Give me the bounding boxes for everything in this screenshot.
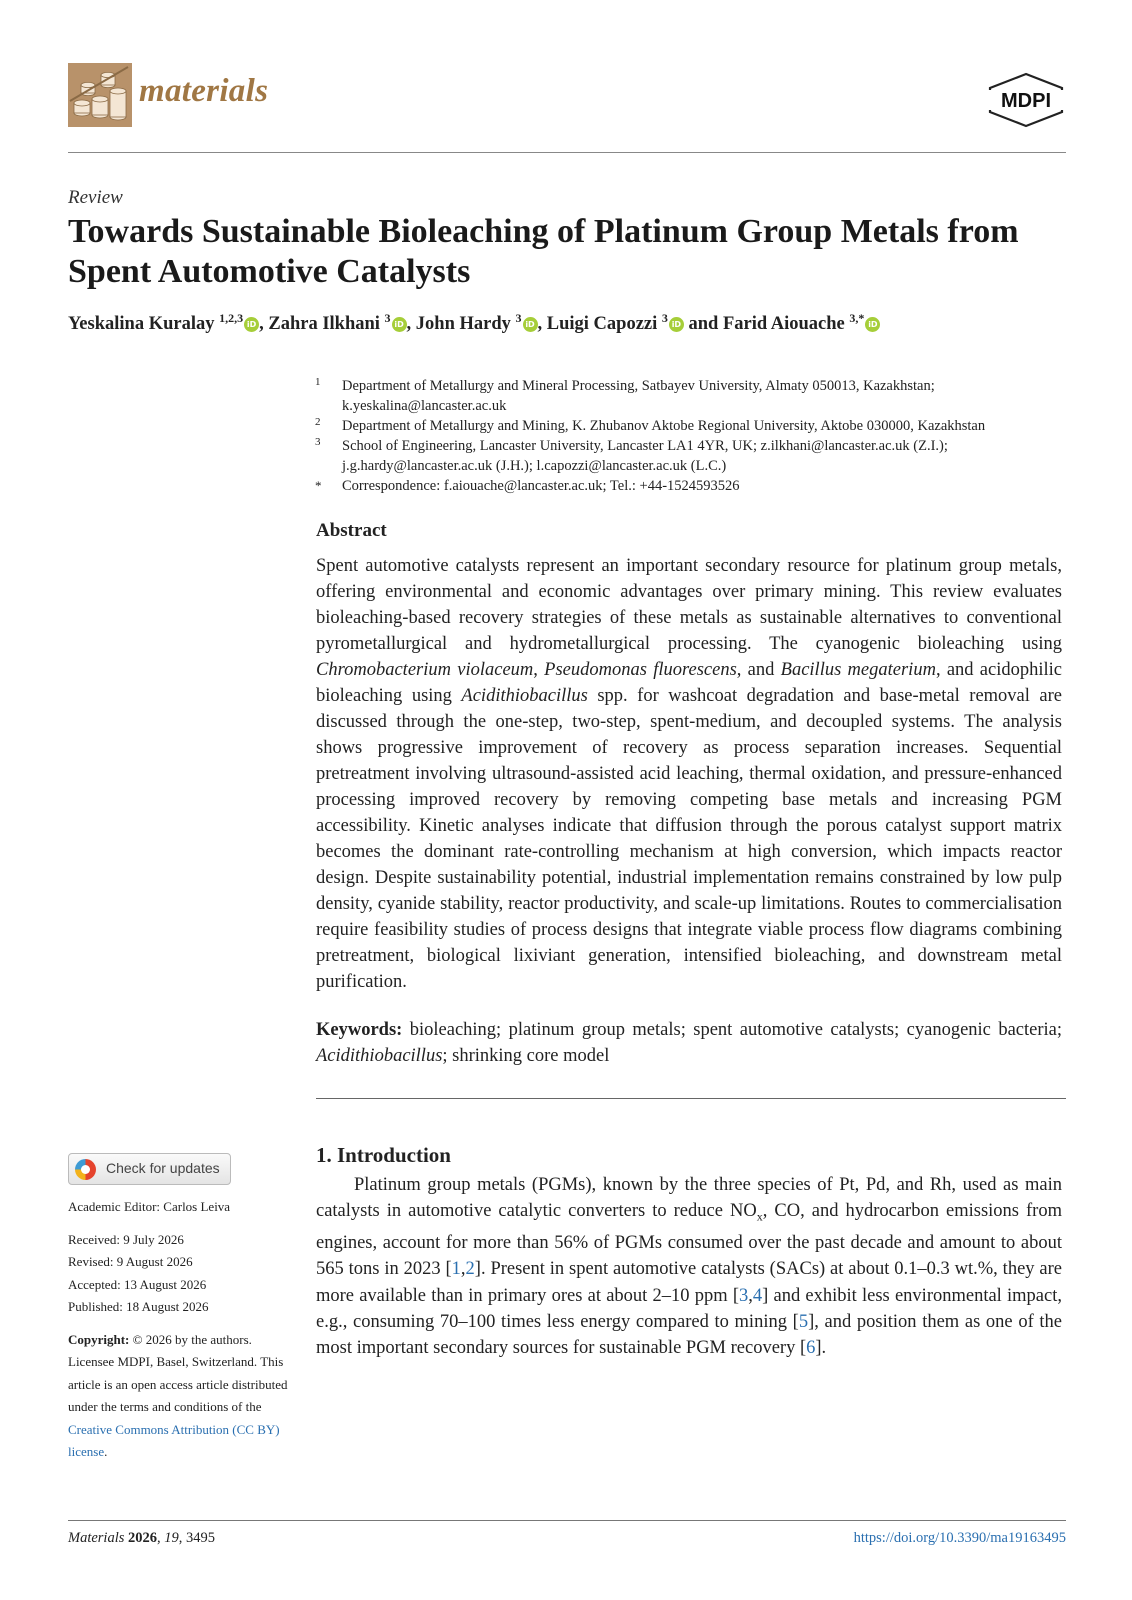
citation-link[interactable]: 2 (465, 1259, 475, 1280)
orcid-icon[interactable]: iD (392, 317, 407, 332)
abstract-heading: Abstract (316, 520, 387, 541)
license-link[interactable]: Creative Commons Attribution (CC BY) license (68, 1421, 280, 1459)
article-title: Towards Sustainable Bioleaching of Platinum Group Metals from Spent Automotive Catalysts (68, 213, 1019, 290)
accepted-date: Accepted: 13 August 2026 (68, 1276, 207, 1292)
copyright-notice: Copyright: © 2026 by the authors. Licensee MDPI, Basel, Switzerland. This article is an open access article distributed under the terms and conditions of the Creative Commons Attribution (CC BY) license. (68, 1331, 288, 1459)
author: Zahra Ilkhani $^3$ iD (268, 314, 406, 334)
citation-footer: Materials 2026, 19, 3495 (68, 1530, 216, 1546)
introduction-text: Platinum group metals (PGMs), known by the three species of Pt, Pd, and Rh, used as main catalysts in automotive catalytic converters to reduce $NO_x$, CO, and hydrocarbon emissions from engines, account for more than 56% of PGMs consumed over the past decade and amount to about 565 tons in 2023 [1,2]. Present in spent automotive catalysts (SACs) at about 0.1–0.3 wt.%, they are more available than in primary ores at about 2–10 ppm [3,4] and exhibit less environmental impact, e.g., consuming 70–100 times less energy compared to mining [5], and position them as one of the most important secondary sources for sustainable PGM recovery [6]. (316, 1175, 1062, 1358)
citation-link[interactable]: 1 (451, 1259, 461, 1280)
publisher-name: MDPI (1001, 90, 1051, 112)
affiliation-item: 3 School of Engineering, Lancaster University, Lancaster LA1 4YR, UK; z.ilkhani@lancaster.ac.uk (Z.I.); j.g.hardy@lancaster.ac.uk (J.H.); l.capozzi@lancaster.ac.uk (L.C.) (315, 436, 948, 474)
article-info-sidebar (68, 1196, 296, 1464)
check-updates-icon (75, 1159, 96, 1180)
abstract-text: Spent automotive catalysts represent an important secondary resource for platinum group metals, offering environmental and economic advantages over primary mining. This review evaluates bioleaching-based recovery strategies of these metals as sustainable alternatives to conventional pyrometallurgical and hydrometallurgical processing. The cyanogenic bioleaching using Chromobacterium violaceum, Pseudomonas fluorescens, and Bacillus megaterium, and acidophilic bioleaching using Acidithiobacillus spp. for washcoat degradation and base-metal removal are discussed through the one-step, two-step, spent-medium, and decoupled systems. The analysis shows progressive improvement of recovery as process separation increases. Sequential pretreatment involving ultrasound-assisted acid leaching, thermal oxidation, and pressure-enhanced processing improved recovery by removing competing base metals and increasing PGM accessibility. Kinetic analyses indicate that diffusion through the porous catalyst support matrix becomes the dominant rate-controlling mechanism at high conversion, which impacts reactor design. Despite sustainability potential, industrial implementation remains constrained by low pulp density, cyanide stability, reactor productivity, and scale-up limitations. Routes to commercialisation require feasibility studies of process designs that integrate viable process flow diagrams combining pretreatment, biological lixiviant generation, intensified bioleaching, and downstream metal purification. (316, 556, 1062, 992)
journal-name: materials (139, 73, 269, 109)
footer-divider (68, 1520, 1066, 1521)
keywords: Keywords: bioleaching; platinum group metals; spent automotive catalysts; cyanogenic bacteria; Acidithiobacillus; shrinking core model (316, 1020, 1062, 1066)
orcid-icon[interactable]: iD (523, 317, 538, 332)
header-divider (68, 152, 1066, 153)
orcid-icon[interactable]: iD (669, 317, 684, 332)
author: Farid Aiouache $^{3,*}$ iD (723, 314, 880, 334)
mdpi-logo (986, 72, 1066, 128)
citation-link[interactable]: 5 (798, 1311, 809, 1332)
author: John Hardy $^3$ iD (416, 314, 538, 334)
citation-link[interactable]: 4 (752, 1285, 763, 1306)
author: Yeskalina Kuralay $^{1,2,3}$ iD (68, 314, 259, 334)
published-date: Published: 18 August 2026 (68, 1299, 209, 1314)
journal-logo (68, 63, 278, 129)
author: Luigi Capozzi $^3$ iD (547, 314, 684, 334)
orcid-icon[interactable]: iD (865, 317, 880, 332)
affiliation-item: 2 Department of Metallurgy and Mining, K. Zhubanov Aktobe Regional University, Aktobe 030000, Kazakhstan (315, 416, 986, 434)
affiliations (312, 376, 1072, 496)
citation-link[interactable]: 6 (806, 1337, 816, 1358)
section-heading-introduction: 1. Introduction (316, 1143, 451, 1167)
orcid-icon[interactable]: iD (244, 317, 259, 332)
received-date: Received: 9 July 2026 (68, 1231, 184, 1247)
check-updates-label: Check for updates (106, 1160, 220, 1176)
academic-editor: Academic Editor: Carlos Leiva (68, 1199, 231, 1214)
revised-date: Revised: 9 August 2026 (68, 1254, 193, 1269)
keywords-label: Keywords: (316, 1020, 403, 1040)
check-for-updates-button[interactable] (68, 1153, 231, 1185)
doi-link[interactable]: https://doi.org/10.3390/ma19163495 (853, 1530, 1066, 1546)
journal-logo-icon (68, 63, 132, 127)
article-type: Review (68, 187, 123, 208)
citation-link[interactable]: 3 (739, 1285, 749, 1306)
affiliation-item: * Correspondence: f.aiouache@lancaster.ac.uk; Tel.: +44-1524593526 (315, 478, 740, 494)
affiliation-item: 1 Department of Metallurgy and Mineral Processing, Satbayev University, Almaty 050013, Kazakhstan; k.yeskalina@lancaster.ac.uk (315, 376, 935, 414)
author-list: Yeskalina Kuralay $^{1,2,3}$ iD , Zahra Ilkhani $^3$ iD , John Hardy $^3$ iD , Luigi Capozzi $^3$ iD and Farid Aiouache $^{3,*}$ iD (68, 311, 1068, 335)
keywords-divider (316, 1098, 1066, 1099)
